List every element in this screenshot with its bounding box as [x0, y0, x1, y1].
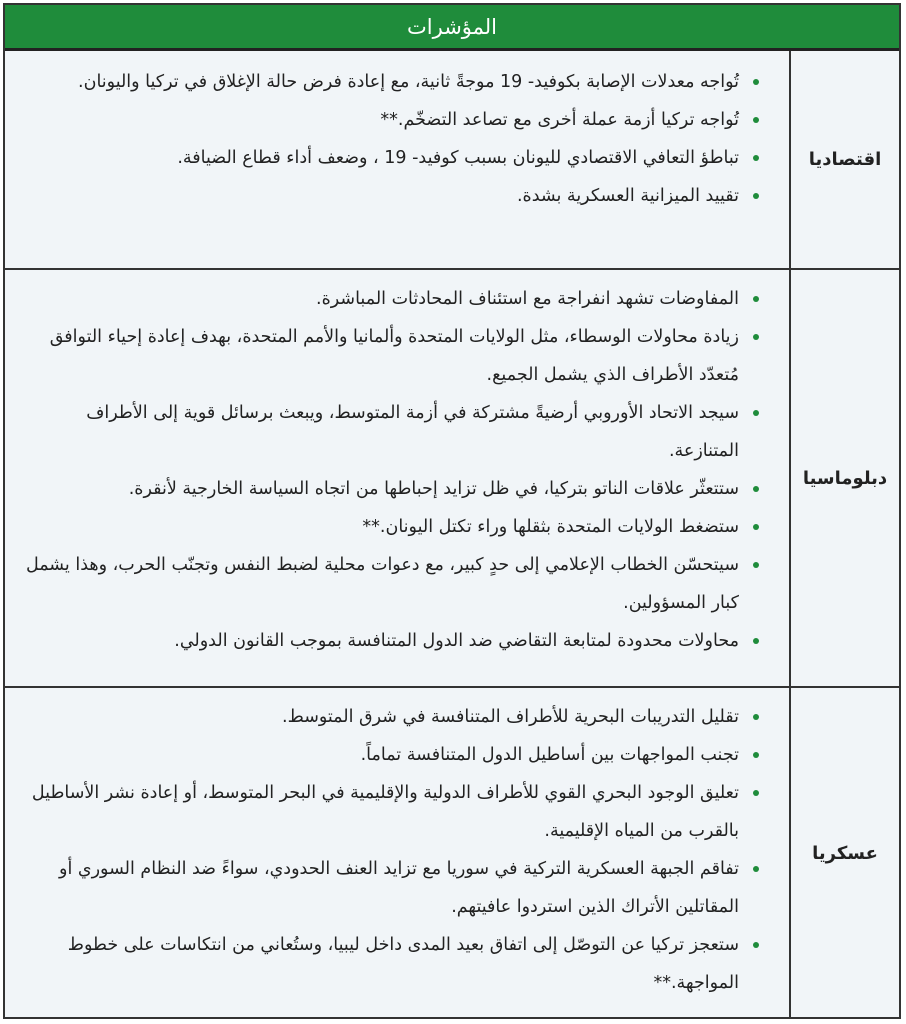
indicators-table	[3, 3, 901, 1019]
list-item: تجنب المواجهات بين أساطيل الدول المتنافسة تماماً.	[13, 736, 775, 774]
list-item: تُواجه معدلات الإصابة بكوفيد- 19 موجةً ثانية، مع إعادة فرض حالة الإغلاق في تركيا واليونان.	[13, 63, 775, 101]
list-item: زيادة محاولات الوسطاء، مثل الولايات المتحدة وألمانيا والأمم المتحدة، بهدف إعادة إحياء التوافق مُتعدّد الأطراف الذي يشمل الجميع.	[13, 318, 775, 394]
row-label: دبلوماسيا	[789, 270, 899, 686]
table-row-diplomatic	[5, 270, 899, 688]
list-item: تفاقم الجبهة العسكرية التركية في سوريا مع تزايد العنف الحدودي، سواءً ضد النظام السوري أو المقاتلين الأتراك الذين استردوا عافيتهم.	[13, 850, 775, 926]
list-item: ستضغط الولايات المتحدة بثقلها وراء تكتل اليونان.**	[13, 508, 775, 546]
list-item: تعليق الوجود البحري القوي للأطراف الدولية والإقليمية في البحر المتوسط، أو إعادة نشر الأساطيل بالقرب من المياه الإقليمية.	[13, 774, 775, 850]
list-item: المفاوضات تشهد انفراجة مع استئناف المحادثات المباشرة.	[13, 280, 775, 318]
row-label: عسكريا	[789, 688, 899, 1019]
table-row-military	[5, 688, 899, 1019]
list-item: تباطؤ التعافي الاقتصادي لليونان بسبب كوفيد- 19 ، وضعف أداء قطاع الضيافة.	[13, 139, 775, 177]
table-header: المؤشرات	[5, 5, 899, 51]
list-item: ستعجز تركيا عن التوصّل إلى اتفاق بعيد المدى داخل ليبيا، وستُعاني من انتكاسات على خطوط المواجهة.**	[13, 926, 775, 1002]
list-item: ستتعثّر علاقات الناتو بتركيا، في ظل تزايد إحباطها من اتجاه السياسة الخارجية لأنقرة.	[13, 470, 775, 508]
list-item: تُواجه تركيا أزمة عملة أخرى مع تصاعد التضخّم.**	[13, 101, 775, 139]
row-label: اقتصاديا	[789, 51, 899, 268]
list-item: تقليل التدريبات البحرية للأطراف المتنافسة في شرق المتوسط.	[13, 698, 775, 736]
bullet-list	[13, 63, 775, 215]
list-item: سيجد الاتحاد الأوروبي أرضيةً مشتركة في أزمة المتوسط، ويبعث برسائل قوية إلى الأطراف المتنازعة.	[13, 394, 775, 470]
bullet-list	[13, 698, 775, 1002]
bullet-list	[13, 280, 775, 660]
list-item: محاولات محدودة لمتابعة التقاضي ضد الدول المتنافسة بموجب القانون الدولي.	[13, 622, 775, 660]
list-item: سيتحسّن الخطاب الإعلامي إلى حدٍ كبير، مع دعوات محلية لضبط النفس وتجنّب الحرب، وهذا يشمل كبار المسؤولين.	[13, 546, 775, 622]
list-item: تقييد الميزانية العسكرية بشدة.	[13, 177, 775, 215]
table-row-economic	[5, 51, 899, 270]
